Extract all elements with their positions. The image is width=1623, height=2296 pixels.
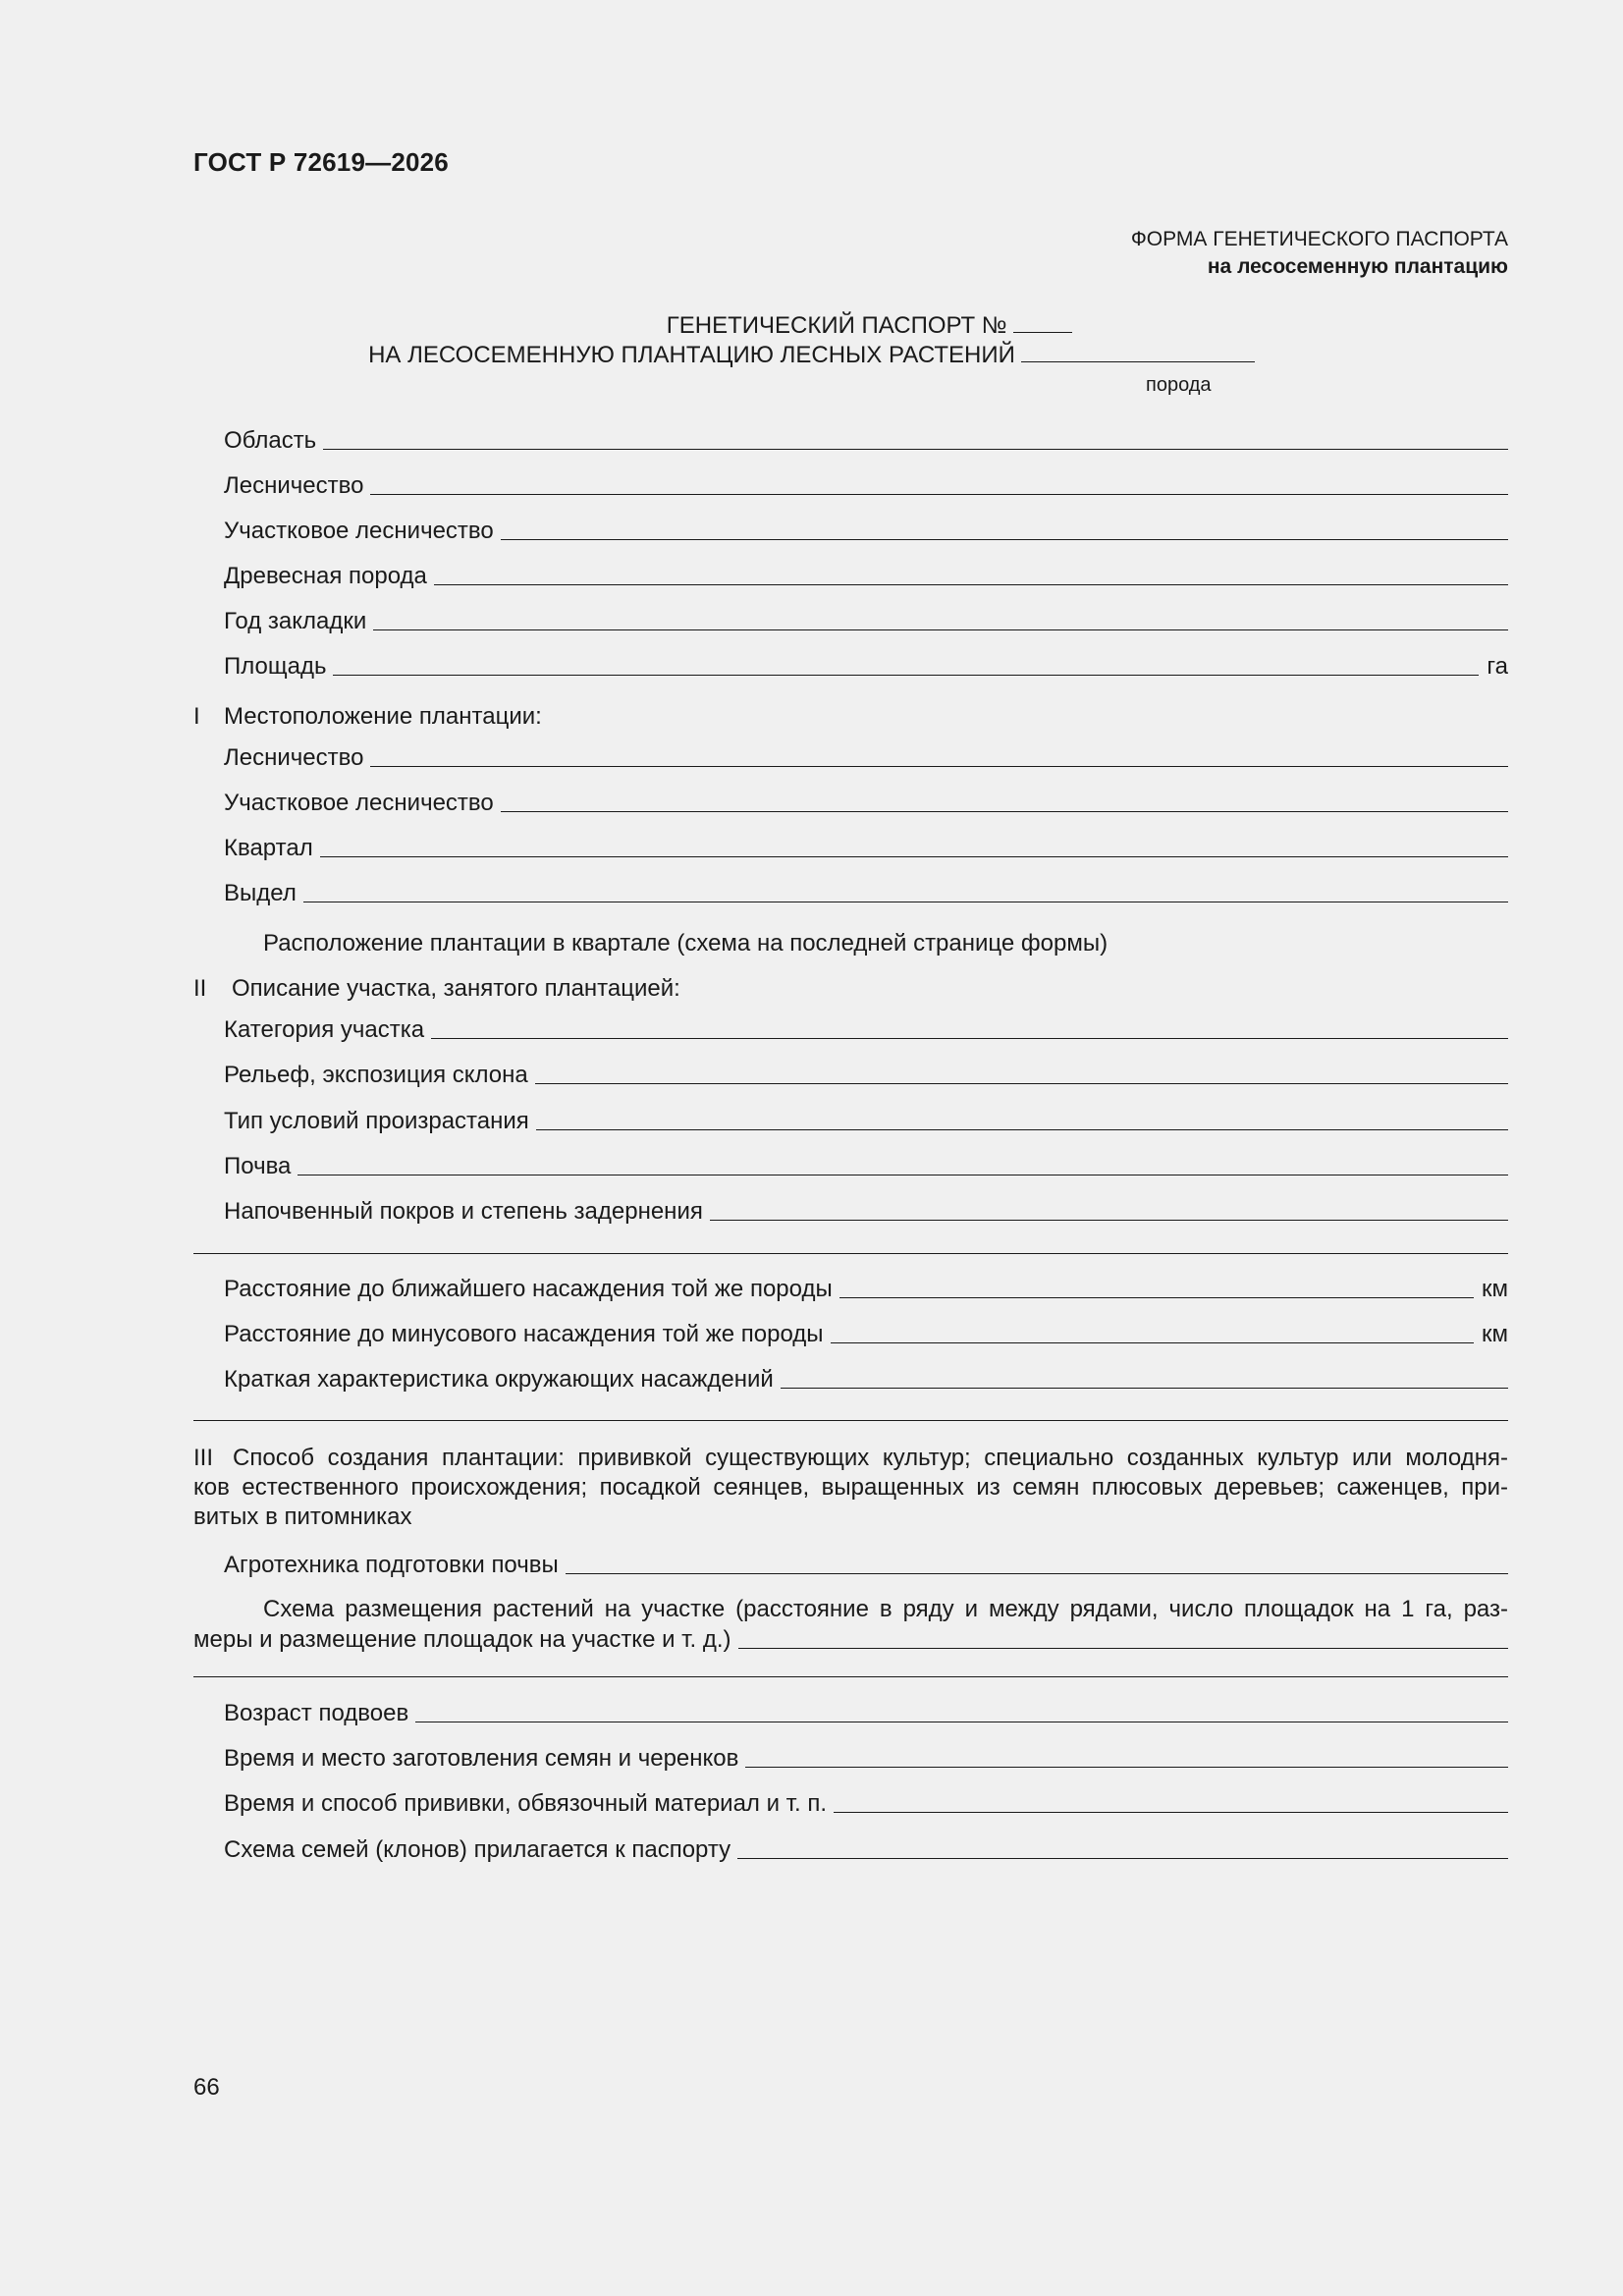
form-header	[1131, 226, 1508, 281]
field-s2-pokrov-continuation[interactable]	[193, 1253, 1508, 1254]
field-label: Область	[224, 427, 317, 454]
field-blank[interactable]	[501, 811, 1508, 812]
field-label: Лесничество	[224, 744, 364, 771]
field-blank[interactable]	[745, 1767, 1508, 1768]
field-s3-skhema-semei	[224, 1834, 1508, 1864]
field-s3-privivka	[224, 1788, 1508, 1818]
field-blank[interactable]	[320, 856, 1508, 857]
field-oblast	[224, 425, 1508, 455]
scheme-line-1: Схема размещения растений на участке (расстояние в ряду и между рядами, число площадок на 1 га, раз-	[263, 1596, 1508, 1622]
field-label: Почва	[224, 1153, 292, 1179]
passport-title-line2	[0, 342, 1623, 369]
section-number: II	[193, 975, 207, 1002]
field-label: Участковое лесничество	[224, 790, 494, 816]
field-label: Напочвенный покров и степень задернения	[224, 1198, 703, 1225]
species-caption: порода	[1146, 374, 1212, 396]
field-label: Рельеф, экспозиция склона	[224, 1062, 528, 1088]
field-blank[interactable]	[738, 1648, 1509, 1649]
section-title: Местоположение плантации:	[224, 703, 542, 730]
field-blank[interactable]	[434, 584, 1508, 585]
field-god	[224, 606, 1508, 635]
field-s2-relef	[224, 1060, 1508, 1089]
field-s2-distance-minus	[224, 1319, 1508, 1348]
form-name: ФОРМА ГЕНЕТИЧЕСКОГО ПАСПОРТА	[1130, 228, 1508, 250]
method-text-1: Способ создания плантации: прививкой существующих культур; специально созданных культур или молодня-	[233, 1445, 1508, 1471]
section-title: Описание участка, занятого плантацией:	[232, 975, 680, 1002]
species-blank[interactable]	[1021, 360, 1255, 362]
field-label: Лесничество	[224, 472, 364, 499]
field-s2-distance-nearest	[224, 1274, 1508, 1303]
field-label: Краткая характеристика окружающих насаждений	[224, 1366, 774, 1393]
field-blank[interactable]	[839, 1297, 1474, 1298]
field-poroda	[224, 561, 1508, 590]
field-label: меры и размещение площадок на участке и т. д.)	[193, 1626, 731, 1653]
field-ploshchad	[224, 651, 1508, 681]
section3-scheme-text	[193, 1595, 1508, 1624]
plantation-location-note: Расположение плантации в квартале (схема на последней странице формы)	[263, 930, 1109, 957]
field-label: Схема семей (клонов) прилагается к паспорту	[224, 1836, 731, 1863]
field-label: Квартал	[224, 835, 313, 861]
field-blank[interactable]	[831, 1342, 1474, 1343]
field-s3-vremya-mesto	[224, 1743, 1508, 1773]
field-blank[interactable]	[333, 675, 1479, 676]
field-label: Выдел	[224, 880, 297, 906]
field-blank[interactable]	[370, 766, 1508, 767]
field-unit: га	[1487, 653, 1508, 680]
field-label: Год закладки	[224, 608, 367, 634]
field-s1-lesnichestvo	[224, 742, 1508, 772]
field-blank[interactable]	[370, 494, 1508, 495]
field-label: Агротехника подготовки почвы	[224, 1552, 559, 1578]
field-s1-vydel	[224, 878, 1508, 907]
method-line-1	[193, 1444, 1508, 1473]
field-blank[interactable]	[536, 1129, 1508, 1130]
field-label: Площадь	[224, 653, 327, 680]
field-blank[interactable]	[431, 1038, 1508, 1039]
field-label: Категория участка	[224, 1016, 425, 1043]
field-s2-pokrov	[224, 1196, 1508, 1226]
field-s2-pochva	[224, 1151, 1508, 1180]
field-s2-kategoriya	[224, 1014, 1508, 1044]
field-unit: км	[1482, 1321, 1508, 1347]
field-blank[interactable]	[323, 449, 1508, 450]
field-blank[interactable]	[834, 1812, 1508, 1813]
field-label: Тип условий произрастания	[224, 1108, 529, 1134]
field-blank[interactable]	[710, 1220, 1508, 1221]
field-label: Участковое лесничество	[224, 518, 494, 544]
field-label: Расстояние до минусового насаждения той же породы	[224, 1321, 824, 1347]
field-label: Возраст подвоев	[224, 1700, 409, 1726]
field-blank[interactable]	[535, 1083, 1508, 1084]
passport-title-line1	[58, 312, 1623, 340]
field-label: Расстояние до ближайшего насаждения той же породы	[224, 1276, 833, 1302]
field-blank[interactable]	[501, 539, 1508, 540]
field-s2-surrounding-continuation[interactable]	[193, 1420, 1508, 1421]
field-s1-uchastkovoe	[224, 788, 1508, 817]
field-s2-surrounding	[224, 1364, 1508, 1394]
field-label: Время и место заготовления семян и черенков	[224, 1745, 739, 1772]
field-label: Древесная порода	[224, 563, 427, 589]
method-line-3: витых в питомниках	[193, 1503, 412, 1530]
field-blank[interactable]	[781, 1388, 1508, 1389]
field-unit: км	[1482, 1276, 1508, 1302]
method-line-2: ков естественного происхождения; посадкой сеянцев, выращенных из семян плюсовых деревьев; саженцев, при-	[193, 1474, 1508, 1501]
section-number: I	[193, 703, 200, 730]
field-blank[interactable]	[373, 629, 1508, 630]
passport-title-text-2: НА ЛЕСОСЕМЕННУЮ ПЛАНТАЦИЮ ЛЕСНЫХ РАСТЕНИЙ	[368, 342, 1015, 368]
field-label: Время и способ прививки, обвязочный материал и т. п.	[224, 1790, 827, 1817]
section-number: III	[193, 1445, 214, 1471]
field-uchastkovoe	[224, 516, 1508, 545]
section3-method-text	[193, 1444, 1508, 1532]
field-s3-vozrast	[224, 1698, 1508, 1727]
field-s1-kvartal	[224, 833, 1508, 862]
field-blank[interactable]	[737, 1858, 1508, 1859]
form-subname: на лесосеменную плантацию	[1207, 255, 1508, 278]
field-lesnichestvo	[224, 470, 1508, 500]
standard-code: ГОСТ Р 72619—2026	[193, 147, 449, 177]
field-s2-tip	[224, 1106, 1508, 1135]
field-blank[interactable]	[566, 1573, 1508, 1574]
passport-number-blank[interactable]	[1013, 331, 1072, 333]
field-s3-scheme	[193, 1624, 1508, 1654]
field-s3-scheme-continuation[interactable]	[193, 1676, 1508, 1677]
field-s3-agro	[224, 1550, 1508, 1579]
passport-title-text: ГЕНЕТИЧЕСКИЙ ПАСПОРТ №	[666, 312, 1007, 339]
page-number: 66	[193, 2074, 220, 2101]
